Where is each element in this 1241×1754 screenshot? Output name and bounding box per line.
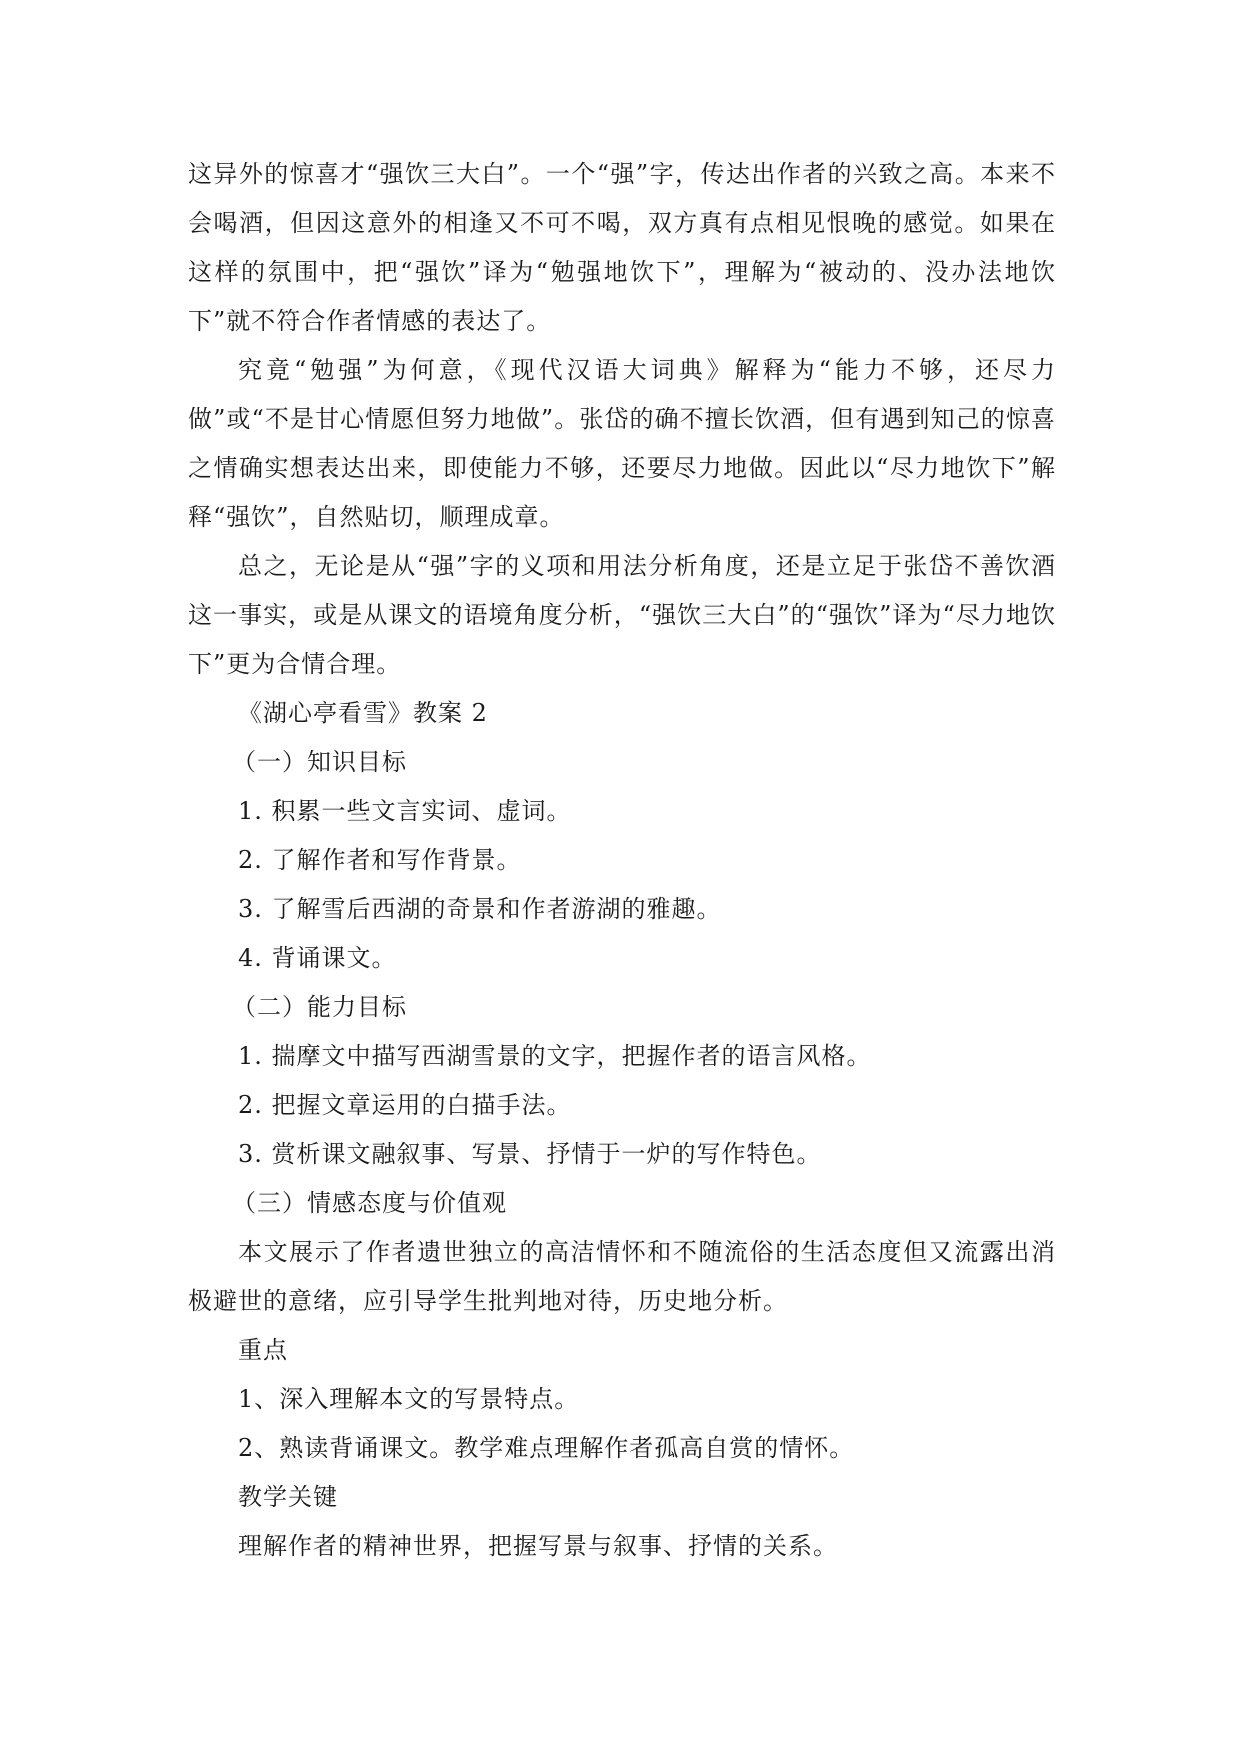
ability-goal-item: 2. 把握文章运用的白描手法。 (238, 1091, 572, 1119)
ability-goal-item: 1. 揣摩文中描写西湖雪景的文字，把握作者的语言风格。 (238, 1042, 872, 1070)
knowledge-goal-item: 4. 背诵课文。 (238, 944, 397, 972)
knowledge-goal-item: 3. 了解雪后西湖的奇景和作者游湖的雅趣。 (238, 895, 722, 923)
emotion-goals-heading: （三）情感态度与价值观 (232, 1189, 507, 1217)
ability-goals-heading: （二）能力目标 (232, 993, 407, 1021)
knowledge-goals-heading: （一）知识目标 (232, 748, 407, 776)
teaching-crux-heading: 教学关键 (238, 1483, 338, 1511)
paragraph-qiangyin-explanation: 这异外的惊喜才“强饮三大白”。一个“强”字，传达出作者的兴致之高。本来不会喝酒，但因这意外的相逢又不可不喝，双方真有点相见恨晚的感觉。如果在这样的氛围中，把“强饮”译为“勉强地饮下”，理解为“被动的、没办法地饮下”就不符合作者情感的表达了。 (188, 160, 1056, 335)
knowledge-goal-item: 1. 积累一些文言实词、虚词。 (238, 797, 572, 825)
key-points-heading: 重点 (238, 1336, 288, 1364)
lesson-plan-title: 《湖心亭看雪》教案 2 (238, 699, 488, 727)
ability-goal-item: 3. 赏析课文融叙事、写景、抒情于一炉的写作特色。 (238, 1140, 822, 1168)
emotion-goals-text: 本文展示了作者遗世独立的高洁情怀和不随流俗的生活态度但又流露出消极避世的意绪，应引导学生批判地对待，历史地分析。 (188, 1238, 1056, 1315)
key-point-item: 2、熟读背诵课文。教学难点理解作者孤高自赏的情怀。 (238, 1434, 855, 1462)
paragraph-conclusion: 总之，无论是从“强”字的义项和用法分析角度，还是立足于张岱不善饮酒这一事实，或是从课文的语境角度分析，“强饮三大白”的“强饮”译为“尽力地饮下”更为合情合理。 (188, 552, 1056, 678)
key-point-item: 1、深入理解本文的写景特点。 (238, 1385, 580, 1413)
teaching-crux-text: 理解作者的精神世界，把握写景与叙事、抒情的关系。 (238, 1532, 838, 1560)
paragraph-mianqiang-definition: 究竟“勉强”为何意，《现代汉语大词典》解释为“能力不够，还尽力做”或“不是甘心情愿但努力地做”。张岱的确不擅长饮酒，但有遇到知己的惊喜之情确实想表达出来，即使能力不够，还要尽力地做。因此以“尽力地饮下”解释“强饮”，自然贴切，顺理成章。 (188, 356, 1056, 531)
document-page (188, 150, 1056, 1571)
knowledge-goal-item: 2. 了解作者和写作背景。 (238, 846, 522, 874)
